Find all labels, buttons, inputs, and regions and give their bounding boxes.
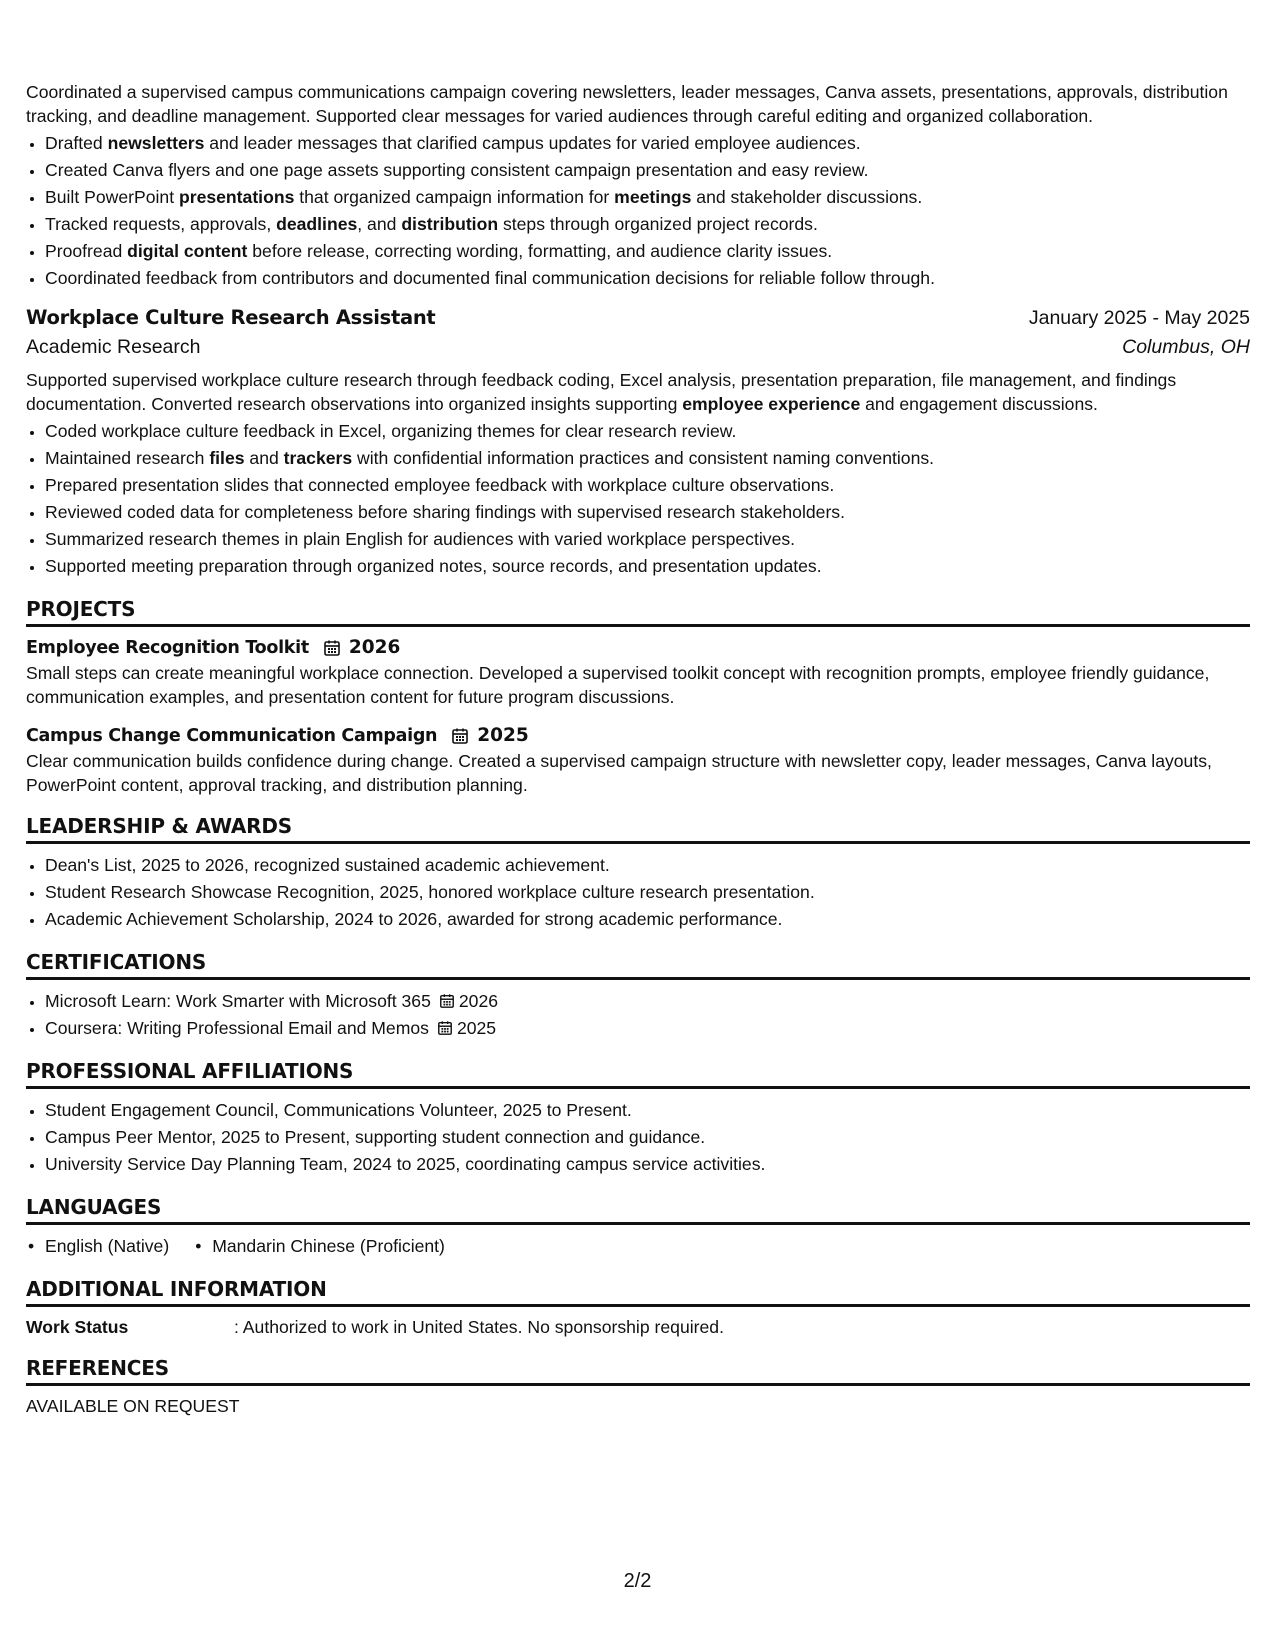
bullet-item bbox=[45, 238, 1250, 265]
bold-phrase: distribution bbox=[401, 214, 499, 234]
list-item: • Student Research Showcase Recognition, 2025, honored workplace culture research presentation. bbox=[45, 879, 1250, 906]
list-item: • University Service Day Planning Team, 2024 to 2025, coordinating campus service activities. bbox=[45, 1151, 1250, 1178]
text-run: Reviewed coded data for completeness before sharing findings with supervised research stakeholders. bbox=[45, 502, 845, 522]
job-company: Academic Research bbox=[26, 336, 201, 358]
bullet-item bbox=[45, 265, 1250, 292]
certification-year: 2025 bbox=[456, 1018, 497, 1038]
calendar-icon bbox=[451, 727, 469, 745]
text-run: Summarized research themes in plain English for audiences with varied workplace perspectives. bbox=[45, 529, 796, 549]
text-run: Supported supervised workplace culture research through feedback coding, Excel analysis, presentation preparation, file management, and findings documentation. Converted research observations into organized insights supporting bbox=[26, 370, 1177, 414]
text-run: and leader messages that clarified campus updates for varied employee audiences. bbox=[204, 133, 861, 153]
certifications-list bbox=[26, 988, 1250, 1042]
job-bullets bbox=[26, 418, 1250, 580]
calendar-icon bbox=[439, 993, 455, 1009]
work-status-value: : Authorized to work in United States. No sponsorship required. bbox=[234, 1317, 724, 1337]
list-item: • Dean's List, 2025 to 2026, recognized sustained academic achievement. bbox=[45, 852, 1250, 879]
list-item bbox=[45, 1015, 1250, 1042]
bold-phrase: trackers bbox=[283, 448, 353, 468]
text-run: and bbox=[244, 448, 284, 468]
language-item: • English (Native) bbox=[26, 1233, 169, 1260]
list-item: • Student Engagement Council, Communications Volunteer, 2025 to Present. bbox=[45, 1097, 1250, 1124]
bold-phrase: files bbox=[209, 448, 245, 468]
language-item: • Mandarin Chinese (Proficient) bbox=[193, 1233, 445, 1260]
bullet-item bbox=[45, 184, 1250, 211]
section-heading-languages: LANGUAGES bbox=[26, 1194, 1250, 1225]
text-run: Built PowerPoint bbox=[45, 187, 179, 207]
job-location: Columbus, OH bbox=[1122, 336, 1250, 358]
section-heading-certifications: CERTIFICATIONS bbox=[26, 949, 1250, 980]
bold-phrase: meetings bbox=[614, 187, 692, 207]
text-run: Proofread bbox=[45, 241, 128, 261]
bullet-item bbox=[45, 553, 1250, 580]
project-description: Clear communication builds confidence during change. Created a supervised campaign structure with newsletter copy, leader messages, Canva layouts, PowerPoint content, approval tracking, and distribution planning. bbox=[26, 751, 1212, 795]
bullet-item bbox=[45, 445, 1250, 472]
project-description: Small steps can create meaningful workplace connection. Developed a supervised toolkit concept with recognition prompts, employee friendly guidance, communication examples, and presentation content for future program discussions. bbox=[26, 663, 1210, 707]
text-run: Prepared presentation slides that connected employee feedback with workplace culture observations. bbox=[45, 475, 835, 495]
languages-list bbox=[26, 1233, 1250, 1260]
bullet-item bbox=[45, 499, 1250, 526]
job-bullets bbox=[26, 130, 1250, 292]
job-summary: Coordinated a supervised campus communications campaign covering newsletters, leader messages, Canva assets, presentations, approvals, distribution tracking, and deadline management. Supported clear messages for varied audiences through careful editing and organized collaboration. bbox=[26, 82, 1228, 126]
list-item bbox=[45, 988, 1250, 1015]
bold-phrase: newsletters bbox=[107, 133, 205, 153]
work-status-label: Work Status bbox=[26, 1317, 129, 1337]
text-run: Supported meeting preparation through organized notes, source records, and presentation updates. bbox=[45, 556, 822, 576]
list-item: • Academic Achievement Scholarship, 2024 to 2026, awarded for strong academic performance. bbox=[45, 906, 1250, 933]
project-header bbox=[26, 635, 1250, 661]
bullet-item bbox=[45, 157, 1250, 184]
bold-phrase: presentations bbox=[178, 187, 295, 207]
text-run: and engagement discussions. bbox=[860, 394, 1098, 414]
job-summary bbox=[26, 368, 1250, 416]
text-run: Created Canva flyers and one page assets supporting consistent campaign presentation and easy review. bbox=[45, 160, 869, 180]
section-heading-leadership: LEADERSHIP & AWARDS bbox=[26, 813, 1250, 844]
text-run: with confidential information practices and consistent naming conventions. bbox=[352, 448, 935, 468]
text-run: Coded workplace culture feedback in Excel, organizing themes for clear research review. bbox=[45, 421, 737, 441]
resume-page bbox=[26, 80, 1250, 1418]
bold-phrase: deadlines bbox=[276, 214, 358, 234]
page-number: 2/2 bbox=[623, 1570, 652, 1592]
text-run: and stakeholder discussions. bbox=[691, 187, 923, 207]
calendar-icon bbox=[323, 639, 341, 657]
job-subheader bbox=[26, 334, 1250, 360]
certification-name: Microsoft Learn: Work Smarter with Microsoft 365 bbox=[45, 991, 431, 1011]
text-run: steps through organized project records. bbox=[498, 214, 818, 234]
project-year: 2026 bbox=[348, 637, 401, 658]
project-item bbox=[26, 723, 1250, 797]
bullet-item bbox=[45, 211, 1250, 238]
bullet-item bbox=[45, 472, 1250, 499]
job-dates: January 2025 - May 2025 bbox=[1028, 307, 1250, 329]
section-heading-references: REFERENCES bbox=[26, 1355, 1250, 1386]
bullet-item bbox=[45, 526, 1250, 553]
bullet-item bbox=[45, 130, 1250, 157]
list-item: • Campus Peer Mentor, 2025 to Present, supporting student connection and guidance. bbox=[45, 1124, 1250, 1151]
certification-name: Coursera: Writing Professional Email and Memos bbox=[45, 1018, 429, 1038]
text-run: Coordinated feedback from contributors and documented final communication decisions for reliable follow through. bbox=[45, 268, 935, 288]
text-run: before release, correcting wording, formatting, and audience clarity issues. bbox=[247, 241, 833, 261]
project-title: Campus Change Communication Campaign bbox=[26, 726, 438, 746]
text-run: Tracked requests, approvals, bbox=[45, 214, 277, 234]
certification-year: 2026 bbox=[458, 991, 499, 1011]
bold-phrase: employee experience bbox=[682, 394, 861, 414]
affiliations-list bbox=[26, 1097, 1250, 1178]
text-run: that organized campaign information for bbox=[294, 187, 615, 207]
section-heading-affiliations: PROFESSIONAL AFFILIATIONS bbox=[26, 1058, 1250, 1089]
section-heading-projects: PROJECTS bbox=[26, 596, 1250, 627]
text-run: Maintained research bbox=[45, 448, 210, 468]
project-year: 2025 bbox=[477, 725, 529, 746]
job-title: Workplace Culture Research Assistant bbox=[26, 306, 436, 329]
project-item bbox=[26, 635, 1250, 709]
text-run: , and bbox=[357, 214, 402, 234]
text-run: Drafted bbox=[45, 133, 108, 153]
leadership-list bbox=[26, 852, 1250, 933]
bold-phrase: digital content bbox=[127, 241, 248, 261]
calendar-icon bbox=[437, 1020, 453, 1036]
bullet-item bbox=[45, 418, 1250, 445]
project-header bbox=[26, 723, 1250, 749]
section-heading-additional: ADDITIONAL INFORMATION bbox=[26, 1276, 1250, 1307]
job-header bbox=[26, 304, 1250, 332]
references-text: AVAILABLE ON REQUEST bbox=[26, 1396, 240, 1416]
work-status-row bbox=[26, 1315, 1250, 1339]
project-title: Employee Recognition Toolkit bbox=[26, 638, 309, 658]
